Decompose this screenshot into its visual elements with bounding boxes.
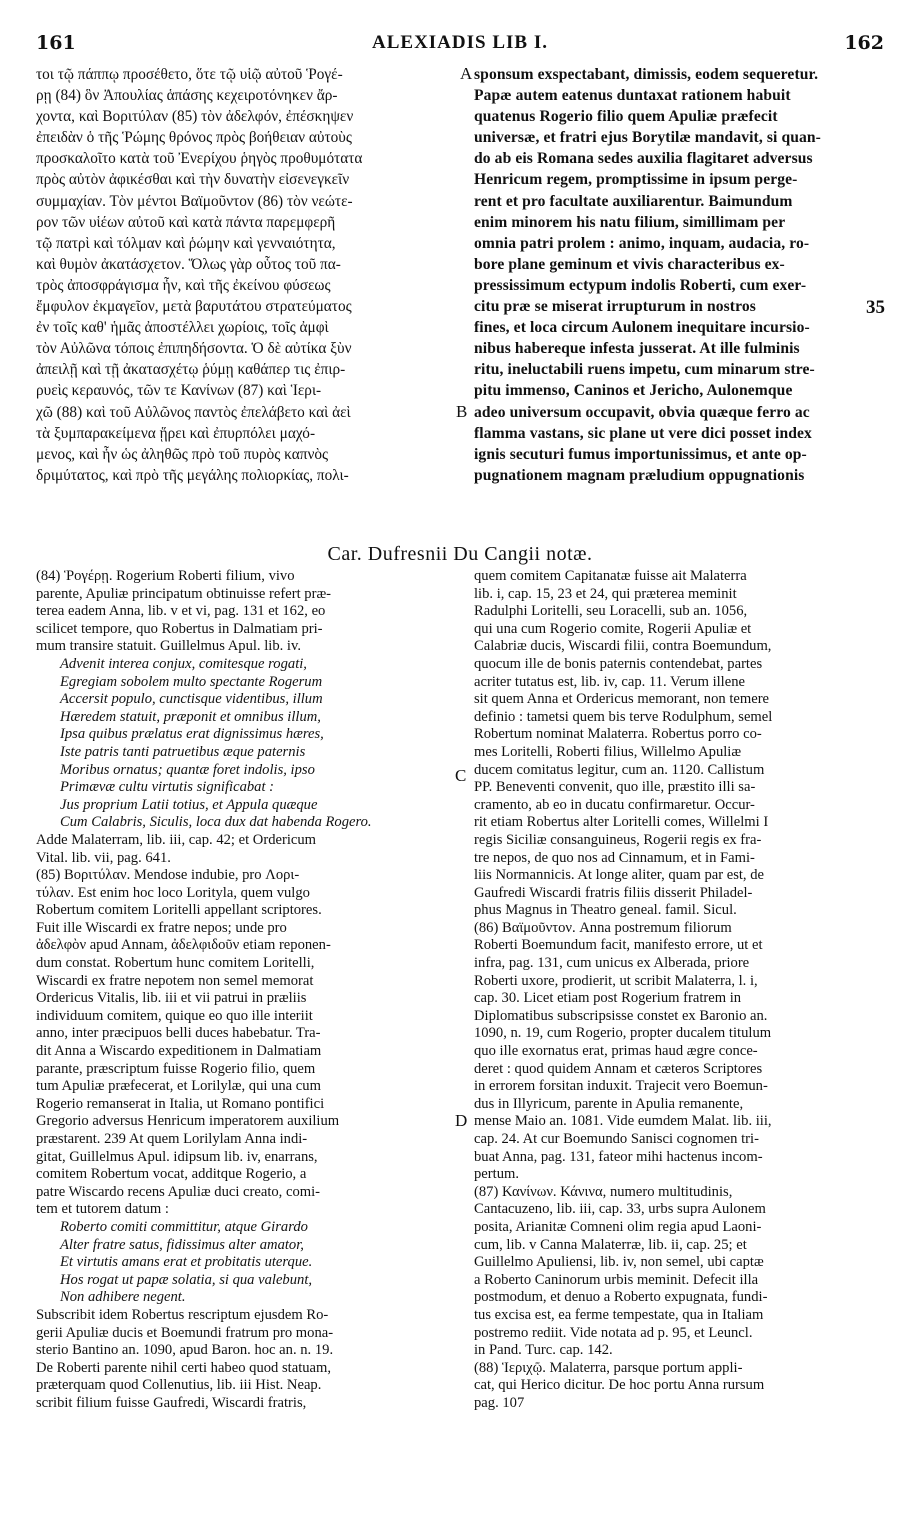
notes-heading: Car. Dufresnii Du Cangii notæ. [327, 543, 593, 565]
note-line: (86) Βαϊμοῦντον. Anna postremum filiorum [474, 919, 732, 936]
greek-text-line: τῷ πατρὶ καὶ τόλμαν καὶ ῥώμην καὶ γενναιότητα, [36, 234, 336, 252]
note-line: Robertum comitem Loritelli appellant scriptores. [36, 902, 322, 919]
greek-text-line: ρον τῶν υἱέων αὐτοῦ καὶ κατὰ πάντα παρεμφερῆ [36, 213, 336, 231]
note-line: Adde Malaterram, lib. iii, cap. 42; et Ordericum [36, 831, 317, 848]
note-line: Cantacuzeno, lib. iii, cap. 33, urbs supra Aulonem [474, 1201, 766, 1218]
greek-text-line: ἔμφυλον ἐκμαγεῖον, μετὰ βαρυτάτου στρατεύματος [36, 298, 352, 316]
page-number-left: 161 [36, 32, 76, 54]
note-line: Gregorio adversus Henricum imperatorem auxilium [36, 1113, 340, 1130]
margin-letter-d: D [455, 1111, 468, 1130]
note-line: terea eadem Anna, lib. v et vi, pag. 131 et 162, eo [36, 603, 326, 620]
note-line: Egregiam sobolem multo spectante Rogerum [60, 673, 323, 690]
note-line: (87) Κανίνων. Κάνινα, numero multitudinis, [474, 1183, 733, 1200]
latin-text-line: pitu immenso, Caninos et Jericho, Aulonemque [474, 382, 793, 400]
note-line: De Roberti parente nihil certi habeo quod statuam, [36, 1359, 332, 1376]
note-line: mes Loritelli, Roberti filius, Willelmo Apuliæ [474, 743, 742, 760]
greek-text-line: δριμύτατος, καὶ πρὸ τῆς μεγάλης πολιορκίας, πολι- [36, 466, 349, 484]
note-line: mense Maio an. 1081. Vide eumdem Malat. lib. iii, [474, 1113, 772, 1130]
note-line: Ordericus Vitalis, lib. iii et vii patrui in præliis [36, 990, 307, 1007]
latin-text-line: enim minorem his natu filium, simillimam per [474, 213, 786, 231]
greek-text-line: καὶ θυμὸν ἀκατάσχετον. Ὅλως γὰρ οὗτος τοῦ πα- [36, 255, 341, 273]
latin-translation-column [474, 64, 886, 486]
greek-text-line: ρῃ (84) ὃν Ἀπουλίας ἁπάσης κεχειροτόνηκεν ἄρ- [36, 87, 338, 105]
greek-text-line: ἐπειδὰν ὁ τῆς Ῥώμης θρόνος πρὸς βοήθειαν αὐτοὺς [36, 129, 352, 147]
note-line: dus in Illyricum, parente in Apulia remanente, [474, 1095, 744, 1112]
greek-text-line: προσκαλοῖτο κατὰ τοῦ Ἐνερίχου ῥηγὸς προθυμότατα [36, 150, 363, 168]
note-line: Iste patris tanti patruetibus æque paternis [60, 743, 306, 760]
note-line: tus excisa est, ea ferme tempestate, qua in Italiam [474, 1306, 764, 1323]
note-line: Accersit populo, cunctisque videntibus, illum [60, 691, 323, 708]
latin-text-line: do ab eis Romana sedes auxilia flagitaret adversus [474, 150, 813, 168]
note-line: (84) Ῥογέρῃ. Rogerium Roberti filium, vivo [36, 568, 295, 584]
note-line: acriter tutatus est, lib. iv, cap. 11. Verum illene [474, 673, 745, 690]
margin-letter-a: A [460, 64, 473, 83]
note-line: præstarent. 239 At quem Lorilylam Anna indi- [36, 1131, 308, 1147]
note-line: ducem comitatus legitur, cum an. 1120. Callistum [474, 761, 765, 778]
greek-text-line: συμμαχίαν. Τὸν μέντοι Βαϊμοῦντον (86) τὸν νεώτε- [36, 192, 353, 210]
notes-right-column [474, 568, 886, 1413]
note-line: (85) Βοριτύλαν. Mendose indubie, pro Λορι- [36, 867, 300, 884]
note-line: Ipsa quibus prælatus erat dignissimus hæres, [60, 726, 324, 743]
greek-text-line: ρυεὶς κεραυνός, τῶν τε Κανίνων (87) καὶ Ἱερι- [36, 382, 322, 400]
note-line: τύλαν. Est enim hoc loco Lorityla, quem vulgo [36, 884, 310, 901]
note-line: gitat, Guillelmus Apul. idipsum lib. iv, enarrans, [36, 1148, 318, 1165]
note-line: PP. Beneventi convenit, quo ille, præstito illi sa- [474, 779, 756, 796]
note-line: individuum comitem, quique eo quo ille interiit [36, 1007, 313, 1024]
note-line: Moribus ornatus; quantæ foret indolis, ipso [60, 761, 315, 778]
note-line: Primævæ cultu virtutis significabat : [60, 779, 275, 796]
note-line: Calabriæ ducis, Wiscardi filii, contra Boemundum, [474, 638, 772, 655]
note-line: Cum Calabris, Siculis, loca dux dat habenda Rogero. [60, 814, 372, 831]
note-line: præterquam quod Collenutius, lib. iii Hist. Neap. [36, 1377, 322, 1394]
greek-text-line: τὸν Αὐλῶνα τόποις ἐπιπηδήσοντα. Ὁ δὲ αὐτίκα ξὺν [36, 340, 352, 358]
note-line: comitem Robertum vocat, additque Rogerio, a [36, 1166, 307, 1183]
note-line: pag. 107 [474, 1394, 525, 1411]
note-line: qui una cum Rogerio comite, Rogerii Apuliæ et [474, 620, 752, 637]
note-line: Alter fratre satus, fidissimus alter amator, [60, 1236, 304, 1253]
note-line: Rogerio remanserat in Italia, ut Romano pontifici [36, 1095, 325, 1112]
note-line: Wiscardi ex fratre nepotem non semel memorat [36, 972, 314, 989]
note-line: 1090, n. 19, cum Rogerio, propter ducalem titulum [474, 1025, 772, 1042]
note-line: parente, Apuliæ principatum obtinuisse refert præ- [36, 585, 332, 602]
note-line: rit etiam Robertus alter Loritelli comes, Willelmi I [474, 814, 769, 831]
greek-text-line: ἀπειλῇ καὶ τῇ ἀκατασχέτῳ ῥύμῃ καθάπερ τις ἐπιρ- [36, 361, 346, 379]
margin-number-35: 35 [866, 297, 885, 318]
note-line: Non adhibere negent. [60, 1289, 186, 1306]
note-line: Roberto comiti committitur, atque Girardo [60, 1218, 308, 1235]
latin-text-line: ritu, ineluctabili ruens impetu, cum minarum stre- [474, 361, 815, 379]
note-line: Advenit interea conjux, comitesque rogati, [60, 655, 307, 672]
note-line: sit quem Anna et Ordericus memorant, non temere [474, 691, 770, 708]
note-line: tem et tutorem datum : [36, 1201, 169, 1218]
greek-text-line: χοντα, καὶ Βοριτύλαν (85) τὸν ἀδελφόν, ἐπέσκηψεν [36, 108, 354, 126]
note-line: Radulphi Loritelli, seu Loracelli, sub an. 1056, [474, 603, 748, 620]
note-line: pertum. [474, 1166, 519, 1183]
note-line: definio : tametsi quem bis terve Rodulphum, semel [474, 708, 773, 725]
latin-text-line: nibus habereque infesta jusserat. At ille fulminis [474, 340, 800, 358]
greek-text-line: πρὸς αὐτὸν ἀφικέσθαι καὶ τὴν δυνατὴν εἰσενεγκεῖν [36, 171, 350, 189]
note-line: cat, qui Herico dicitur. De hoc portu Anna rursum [474, 1377, 765, 1394]
note-line: infra, pag. 131, cum unicus ex Alberada, priore [474, 955, 750, 972]
latin-text-line: omnia patri prolem : animo, inquam, audacia, ro- [474, 234, 810, 252]
latin-text-line: adeo universum occupavit, obvia quæque ferro ac [474, 403, 810, 421]
latin-text-line: sponsum exspectabant, dimissis, eodem sequeretur. [474, 66, 819, 83]
note-line: scribit filium fuisse Gaufredi, Wiscardi fratris, [36, 1394, 307, 1411]
latin-text-line: fines, et loca circum Aulonem inequitare incursio- [474, 319, 810, 337]
page-number-right: 162 [844, 32, 884, 54]
note-line: cum, lib. v Canna Malaterræ, lib. ii, cap. 25; et [474, 1236, 747, 1253]
note-line: gerii Apuliæ ducis et Boemundi fratrum pro mona- [36, 1324, 334, 1341]
note-line: cramento, ab eo in ducatu confirmaretur. Occur- [474, 796, 755, 813]
latin-text-line: flamma vastans, sic plane ut vere dici posset index [474, 424, 812, 442]
note-line: Gaufredi Wiscardi fratris filiis disserit Philadel- [474, 884, 753, 901]
note-line: Hos rogat ut papæ solatia, si qua valebunt, [60, 1271, 313, 1288]
running-header [36, 32, 884, 56]
margin-letter-c: C [455, 766, 467, 785]
note-line: deret : quod quidem Annam et cæteros Scriptores [474, 1060, 763, 1077]
note-line: scilicet tempore, quo Robertus in Dalmatiam pri- [36, 620, 323, 637]
note-line: lib. i, cap. 15, 23 et 24, qui præterea meminit [474, 585, 737, 602]
note-line: Subscribit idem Robertus rescriptum ejusdem Ro- [36, 1306, 329, 1323]
note-line: in Pand. Turc. cap. 142. [474, 1342, 613, 1359]
margin-letter-b: B [456, 402, 468, 421]
note-line: quo ille exornatus erat, primas haud ægre conce- [474, 1043, 758, 1060]
note-line: sterio Bantino an. 1090, apud Baron. hoc an. n. 19. [36, 1342, 334, 1359]
notes-left-column [36, 568, 454, 1413]
note-line: mum transire statuit. Guillelmus Apul. lib. iv. [36, 638, 301, 655]
note-line: a Roberto Caninorum urbis meminit. Defecit illa [474, 1271, 759, 1288]
note-line: Guillelmo Apuliensi, lib. iv, non semel, ubi captæ [474, 1254, 764, 1271]
greek-text-line: μενος, καὶ ἦν ὡς ἀληθῶς πρὸ τοῦ πυρὸς καπνὸς [36, 445, 329, 463]
note-line: Hæredem statuit, præponit et omnibus illum, [60, 708, 321, 725]
note-line: Roberti uxore, prodierit, ut scribit Malaterra, l. i, [474, 972, 758, 989]
note-line: posita, Arianitæ Comneni olim regia apud Laoni- [474, 1218, 762, 1235]
note-line: postremo rediit. Vide notata ad p. 95, et Leuncl. [474, 1324, 753, 1341]
note-line: tre nepos, de quo nos ad Cinnamum, et in Fami- [474, 849, 755, 866]
note-line: in errorem forsitan induxit. Trajecit vero Boemun- [474, 1078, 768, 1095]
note-line: parante, præscriptum fuisse Rogerio filio, quem [36, 1060, 316, 1077]
latin-text-line: pugnationem magnam præludium oppugnationis [474, 466, 805, 484]
latin-text-line: Henricum regem, promptissime in ipsum perge- [474, 171, 798, 189]
greek-text-line: τὰ ξυμπαρακείμενα ᾕρει καὶ ἐπυρπόλει μαχό- [36, 424, 316, 442]
latin-text-line: rent et pro facultate auxiliarentur. Baimundum [474, 192, 793, 210]
note-line: cap. 24. At cur Boemundo Sanisci cognomen tri- [474, 1131, 759, 1147]
latin-text-line: quatenus Rogerio filio quem Apuliæ præfecit [474, 108, 778, 126]
latin-text-line: Papæ autem eatenus duntaxat rationem habuit [474, 87, 791, 105]
greek-text-line: χῶ (88) καὶ τοῦ Αὐλῶνος παντὸς ἐπελάβετο καὶ ἀεὶ [36, 403, 351, 421]
note-line: ἀδελφὸν apud Annam, ἀδελφιδοῦν etiam reponen- [36, 937, 331, 954]
note-line: quocum ille de bonis paternis contendebat, partes [474, 655, 763, 672]
note-line: buat Anna, pag. 131, fateor mihi hactenus incom- [474, 1148, 763, 1165]
latin-text-line: ignis secuturi fumus importunissimus, et ante op- [474, 445, 807, 463]
note-line: regis Siciliæ consanguineus, Rogerii regis ex fra- [474, 831, 762, 848]
note-line: Robertum nominat Malaterra. Robertus porro co- [474, 726, 762, 743]
note-line: quem comitem Capitanatæ fuisse ait Malaterra [474, 568, 747, 584]
note-line: tum Apuliæ præfecerat, et Lorilylæ, qui una cum [36, 1078, 321, 1095]
latin-text-line: universæ, et fratri ejus Borytilæ mandavit, si quan- [474, 129, 821, 147]
greek-text-line: τρὸς ἀποσφράγισμα ἦν, καὶ τῆς ἐκείνου φύσεως [36, 276, 331, 294]
note-line: Jus proprium Latii totius, et Appula quæque [60, 796, 318, 813]
note-line: (88) Ἱεριχῷ. Malaterra, parsque portum appli- [474, 1359, 743, 1376]
greek-text-line: ἐν τοῖς καθ' ἡμᾶς ἀποστέλλει χωρίοις, τοῖς ἀμφὶ [36, 319, 329, 337]
note-line: liis Normannicis. At longe aliter, quam par est, de [474, 867, 765, 884]
latin-text-line: bore plane geminum et vivis characteribus ex- [474, 255, 785, 273]
note-line: Fuit ille Wiscardi ex fratre nepos; unde pro [36, 919, 287, 936]
note-line: dit Anna a Wiscardo expeditionem in Dalmatiam [36, 1043, 322, 1060]
note-line: Diplomatibus subscripsisse constet ex Baronio an. [474, 1007, 768, 1024]
latin-text-line: pressissimum ectypum indolis Roberti, cum exer- [474, 276, 807, 294]
latin-text-line: citu præ se miserat irrupturum in nostros [474, 298, 756, 316]
greek-text-column [36, 64, 454, 486]
greek-text-line: τοι τῷ πάππῳ προσέθετο, ὅτε τῷ υἱῷ αὐτοῦ Ῥογέ- [36, 66, 343, 83]
note-line: anno, inter præcipuos belli duces habebatur. Tra- [36, 1025, 321, 1042]
note-line: cap. 30. Licet etiam post Rogerium fratrem in [474, 990, 742, 1007]
note-line: phus Magnus in Theatro geneal. famil. Sicul. [474, 902, 737, 919]
note-line: Roberti Boemundum facit, manifesto errore, ut et [474, 937, 763, 954]
note-line: postmodum, et denuo a Roberto expugnata, fundi- [474, 1289, 768, 1306]
note-line: Vital. lib. vii, pag. 641. [36, 849, 171, 866]
running-title: ALEXIADIS LIB I. [372, 32, 548, 53]
note-line: dum constat. Robertum hunc comitem Loritelli, [36, 955, 315, 972]
note-line: patre Wiscardo recens Apuliæ duci creato, comi- [36, 1183, 321, 1200]
note-line: Et virtutis amans erat et probitatis uterque. [60, 1254, 313, 1271]
